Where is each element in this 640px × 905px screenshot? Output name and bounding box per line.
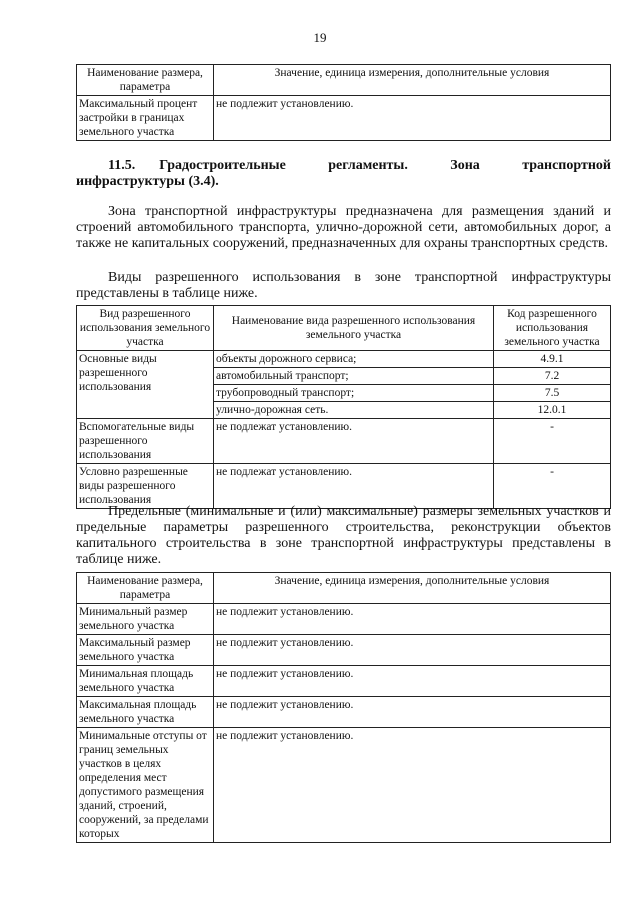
param-name-cell: Минимальный размер земельного участка (77, 604, 214, 635)
param-name-cell: Максимальная площадь земельного участка (77, 697, 214, 728)
param-name-cell: Минимальные отступы от границ земельных участков в целях определения мест допустимого размещения зданий, строений, сооружений, за пределами которых (77, 728, 214, 843)
cond-uses-label: Условно разрешенные виды разрешенного использования (77, 464, 214, 509)
aux-uses-value: не подлежат установлению. (214, 419, 494, 464)
header-name-cell: Наименование размера, параметра (77, 65, 214, 96)
cond-uses-value: не подлежат установлению. (214, 464, 494, 509)
use-name-cell: трубопроводный транспорт; (214, 385, 494, 402)
use-code-cell: 7.2 (494, 368, 611, 385)
permitted-uses-table (76, 305, 611, 509)
use-name-cell: объекты дорожного сервиса; (214, 351, 494, 368)
table-row (77, 604, 611, 635)
params-table (76, 572, 611, 843)
header-type-cell: Вид разрешенного использования земельного участка (77, 306, 214, 351)
param-value-cell: не подлежит установлению. (214, 666, 611, 697)
section-heading (76, 158, 611, 190)
paragraph-uses-intro: Виды разрешенного использования в зоне транспортной инфраструктуры представлены в таблице ниже. (76, 270, 611, 301)
param-value-cell: не подлежит установлению. (214, 728, 611, 843)
main-uses-label: Основные виды разрешенного использования (77, 351, 214, 419)
table-row (77, 464, 611, 509)
table-row (77, 419, 611, 464)
use-code-cell: 12.0.1 (494, 402, 611, 419)
param-value-cell: не подлежит установлению. (214, 604, 611, 635)
param-name-cell: Максимальный размер земельного участка (77, 635, 214, 666)
aux-uses-code: - (494, 419, 611, 464)
param-name-cell: Максимальный процент застройки в границах земельного участка (77, 96, 214, 141)
header-name-cell: Наименование размера, параметра (77, 573, 214, 604)
paragraph-zone-purpose: Зона транспортной инфраструктуры предназначена для размещения зданий и строений автомобильного транспорта, улично-дорожной сети, автомобильных дорог, а также не капитальных сооружений, предназначенных для охраны транспортных средств. (76, 204, 611, 251)
use-name-cell: автомобильный транспорт; (214, 368, 494, 385)
table-header-row (77, 65, 611, 96)
param-value-cell: не подлежит установлению. (214, 635, 611, 666)
section-title-line2: инфраструктуры (3.4). (76, 174, 219, 189)
cond-uses-code: - (494, 464, 611, 509)
table-row (77, 728, 611, 843)
param-value-cell: не подлежит установлению. (214, 96, 611, 141)
header-value-cell: Значение, единица измерения, дополнительные условия (214, 573, 611, 604)
param-value-cell: не подлежит установлению. (214, 697, 611, 728)
use-name-cell: улично-дорожная сеть. (214, 402, 494, 419)
header-value-cell: Значение, единица измерения, дополнительные условия (214, 65, 611, 96)
use-code-cell: 4.9.1 (494, 351, 611, 368)
aux-uses-label: Вспомогательные виды разрешенного использования (77, 419, 214, 464)
table-row (77, 351, 611, 368)
page-number: 19 (313, 30, 327, 45)
section-title-line1: Градостроительные регламенты. Зона транспортной (159, 158, 611, 173)
table-header-row (77, 573, 611, 604)
table-row (77, 697, 611, 728)
paragraph-params-intro: Предельные (минимальные и (или) максимальные) размеры земельных участков и предельные параметры разрешенного строительства, реконструкции объектов капитального строительства в зоне транспортной инфраструктуры представлены в таблице ниже. (76, 504, 611, 567)
header-name-cell: Наименование вида разрешенного использования земельного участка (214, 306, 494, 351)
table-header-row (77, 306, 611, 351)
table-row (77, 666, 611, 697)
use-code-cell: 7.5 (494, 385, 611, 402)
section-number: 11.5. (108, 158, 136, 173)
table-row (77, 96, 611, 141)
param-name-cell: Минимальная площадь земельного участка (77, 666, 214, 697)
header-code-cell: Код разрешенного использования земельного участка (494, 306, 611, 351)
table-row (77, 635, 611, 666)
top-params-table (76, 64, 611, 141)
